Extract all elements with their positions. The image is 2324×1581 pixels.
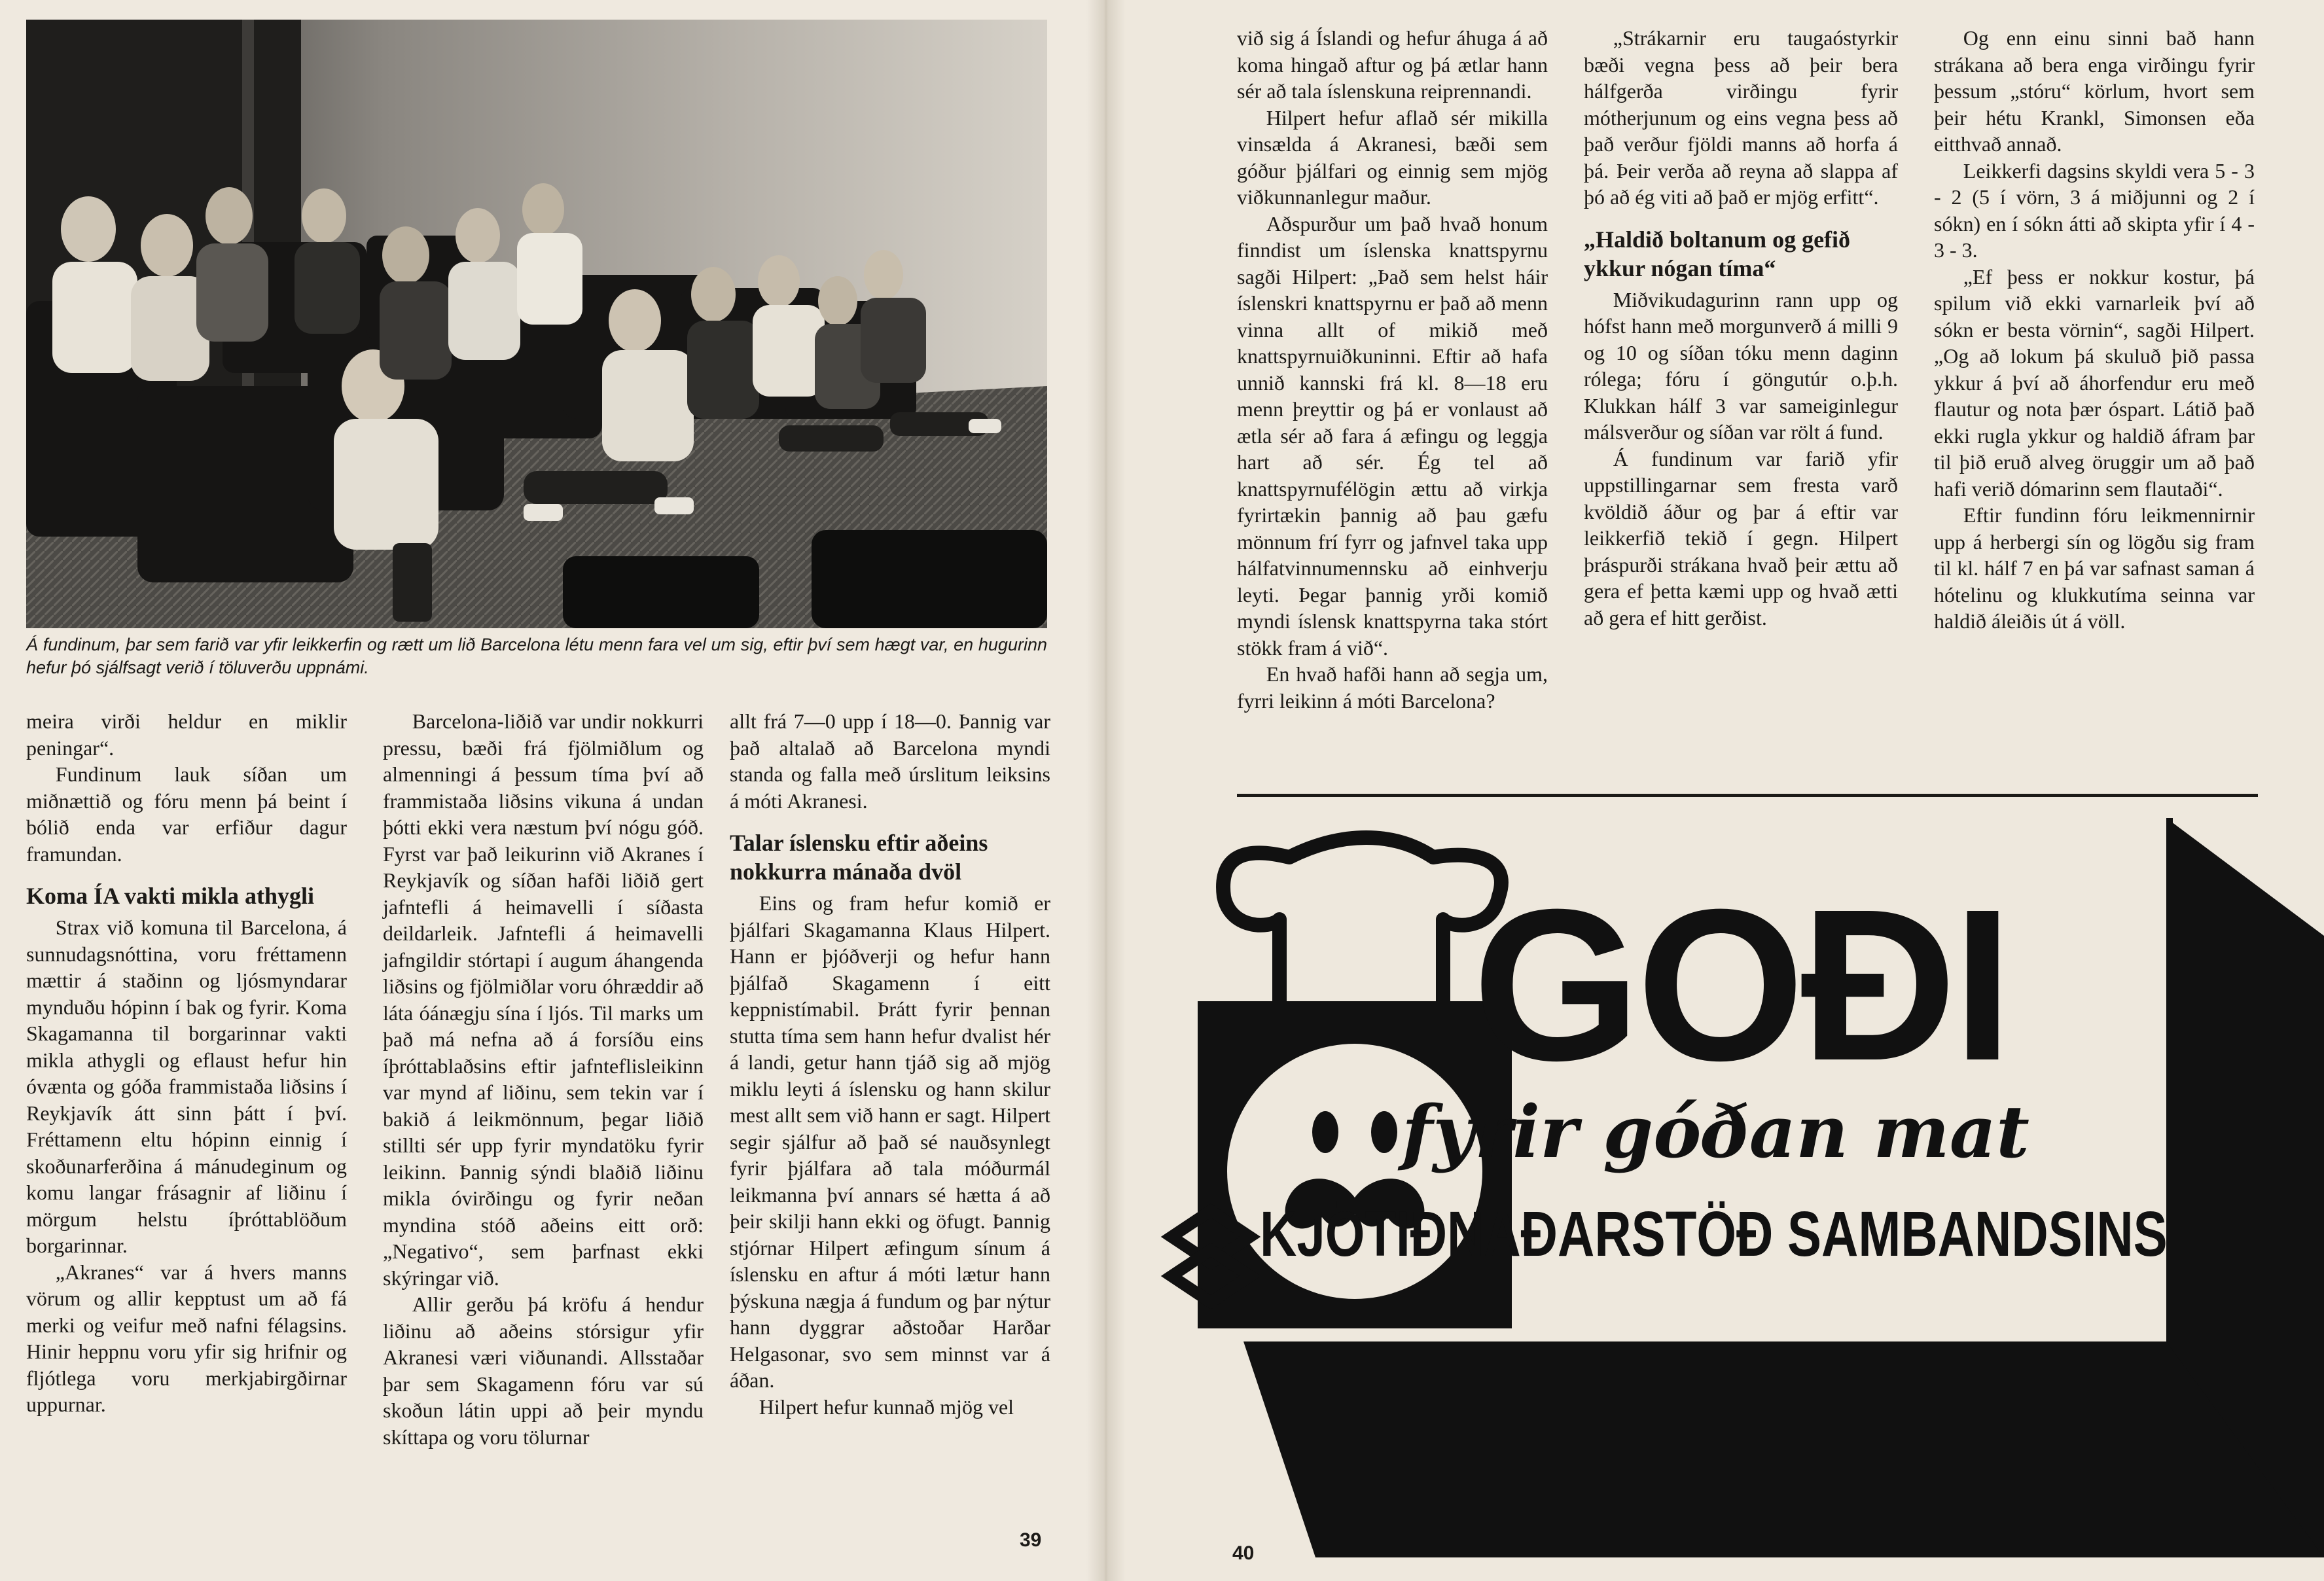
- paragraph: Barcelona-liðið var undir nokkurri pressu, bæði frá fjölmiðlum og almenningi á þessum tíma því að frammistaða liðsins vikuna á undan þótti ekki vera næstum því nógu góð. Fyrst var það leikurinn við Akranes í Reykjavík og síðan hafði liðið gert jafntefli á heimavelli í síðasta deildarleik. Jafntefli á heimavelli jafngildir stórtapi í augum áhangenda liðsins og fjölmiðlar voru óhræddir að láta óánægju sína í ljós. Til marks um það má nefna að á forsíðu eins íþróttablaðsins eftir jafnteflisleikinn var mynd af liðinu, sem tekin var í bakið á leikmönnum, þegar liðið stillti sér upp fyrir myndatöku fyrir leikinn. Þannig sýndi blaðið liðinu mikla óvirðingu og fyrir neðan myndina stóð aðeins eitt orð: „Negativo“, sem þarfnast ekki skýringar við.: [383, 709, 704, 1290]
- left-column-2: [383, 708, 704, 1450]
- paragraph: „Strákarnir eru taugaóstyrkir bæði vegna þess að þeir bera hálfgerða virðingu fyrir mótherjunum og eins vegna þess að það verður fjöldi manns að horfa á þá. Þeir verða að reyna að slappa af þó að ég viti að það er mjög erfitt“.: [1584, 26, 1898, 209]
- paragraph: Strax við komuna til Barcelona, á sunnudagsnóttina, voru fréttamenn mættir á staðinn og ljósmyndarar mynduðu hópinn í bak og fyrir. Koma Skagamanna til borgarinnar vakti mikla athygli og eflaust hefur hin óvænta og góða frammistaða liðsins í Reykjavík átt sinn þátt í því. Fréttamenn eltu hópinn einnig í skoðunarferðina á mánudeginum og komu langar frásagnir af liðinu í mörgum helstu íþróttablöðum borgarinnar.: [26, 915, 347, 1257]
- left-column-3: [730, 708, 1050, 1420]
- meeting-photo-image: [26, 20, 1047, 628]
- paragraph: við sig á Íslandi og hefur áhuga á að koma hingað aftur og þá ætlar hann sér að tala íslenskuna reiprennandi.: [1237, 26, 1548, 103]
- left-page: [0, 0, 1106, 1581]
- godi-advertisement: [1145, 805, 2324, 1557]
- right-column-3: [1934, 25, 2255, 635]
- advert-brand: GOÐI: [1473, 864, 2009, 1105]
- section-divider: [1237, 794, 2258, 797]
- paragraph: Fundinum lauk síðan um miðnættið og fóru menn þá beint í bólið enda var erfiður dagur framundan.: [26, 762, 347, 866]
- photo-caption: Á fundinum, þar sem farið var yfir leikkerfin og rætt um lið Barcelona létu menn fara vel um sig, eftir því sem hægt var, en hugurinn hefur þó sjálfsagt verið í töluverðu uppnámi.: [26, 635, 1047, 677]
- paragraph: allt frá 7—0 upp í 18—0. Þannig var það altalað að Barcelona myndi standa og falla með úrslitum leiksins á móti Akranesi.: [730, 709, 1050, 813]
- advert-company: KJÖTIÐNAÐARSTÖÐ SAMBANDSINS: [1260, 1198, 2168, 1270]
- paragraph: Á fundinum var farið yfir uppstillingarnar sem fresta varð kvöldið áður og þar á eftir var leikkerfið tekið í gegn. Hilpert þráspurði strákana hvað þeir ættu að gera ef þetta kæmi upp og hvað ætti að gera ef hitt gerðist.: [1584, 446, 1898, 630]
- paragraph: Hilpert hefur kunnað mjög vel: [759, 1394, 1014, 1419]
- paragraph: „Akranes“ var á hvers manns vörum og allir kepptust um að fá merki og veifur með nafni félagsins. Hinir heppnu voru yfir sig hrifnir og fljótlega voru merkjabirgðirnar uppurnar.: [26, 1260, 347, 1416]
- paragraph: Miðvikudagurinn rann upp og hófst hann með morgunverð á milli 9 og 10 og síðan tóku menn daginn rólega; fóru í göngutúr o.þ.h. Klukkan hálf 3 var sameiginlegur málsverður og síðan var rölt á fund.: [1584, 287, 1898, 444]
- meeting-photo: [26, 20, 1047, 628]
- paragraph: Allir gerðu þá kröfu á hendur liðinu að aðeins stórsigur yfir Akranesi væri viðunandi. Allsstaðar þar sem Skagamenn fóru var sú skoðun látin uppi að þeir myndu skíttapa og voru tölurnar: [383, 1292, 704, 1449]
- subheading: „Haldið boltanum og gefið ykkur nógan tíma“: [1584, 226, 1851, 281]
- page-number: 39: [1020, 1529, 1042, 1551]
- paragraph: Hilpert hefur aflað sér mikilla vinsælda á Akranesi, bæði sem góður þjálfari og einnig sem mjög viðkunnanlegur maður.: [1237, 105, 1548, 209]
- page-number: 40: [1232, 1542, 1255, 1564]
- paragraph: Eins og fram hefur komið er þjálfari Skagamanna Klaus Hilpert. Hann er þjóðverji og hefur hann þjálfað Skagamenn í eitt keppnistímabil. Þrátt fyrir þennan stutta tíma sem hann hefur dvalist hér á landi, getur hann tjáð sig að mjög miklu leyti á íslensku og hann skilur mest allt sem við hann er sagt. Hilpert segir sjálfur að það sé nauðsynlegt fyrir þjálfara að tala móðurmál leikmanna því annars sé hætta á að þeir skilji hann ekki og öfugt. Þannig stjórnar Hilpert æfingum sínum á íslensku en aftur á móti lætur hann þýskuna nægja á fundum og þar nýtur hann dyggrar aðstoðar Harðar Helgasonar, svo sem minnst var á áðan.: [730, 891, 1050, 1392]
- paragraph: Aðspurður um það hvað honum finndist um íslenska knattspyrnu sagði Hilpert: „Það sem helst háir íslenskri knattspyrnu er það að menn vinna allt of mikið með knattspyrnuiðkuninni. Eftir að hafa unnið kannski frá kl. 8—18 eru menn þreyttir og þá er vonlaust að ætla sér að fara á æfingu og leggja hart að sér. Ég tel að knattspyrnufélögin ættu að virkja fyrirtækin þannig að þau gæfu mönnum frí fyrr og jafnvel taka upp hálfatvinnumennsku að einhverju leyti. Þegar þannig yrði komið myndi íslensk knattspyrna taka stórt stökk fram á við“.: [1237, 211, 1548, 660]
- paragraph: meira virði heldur en miklir peningar“.: [26, 709, 347, 760]
- page-gutter: [1086, 0, 1126, 1581]
- right-column-2: [1584, 25, 1898, 631]
- left-column-1: [26, 708, 347, 1418]
- paragraph: Og enn einu sinni bað hann strákana að bera enga virðingu fyrir þessum „stóru“ körlum, hvort sem þeir hétu Krankl, Simonsen eða eitthvað annað.: [1934, 26, 2255, 156]
- paragraph: „Ef þess er nokkur kostur, þá spilum við ekki varnarleik því að sókn er besta vörnin“, sagði Hilpert. „Og að lokum þá skuluð þið passa ykkur á því að áhorfendur eru með flautur og nota þær óspart. Látið það ekki rugla ykkur og haldið áfram þar til þið eruð alveg öruggir um að það hafi verið dómarinn sem flautaði“.: [1934, 264, 2255, 501]
- subheading: Koma ÍA vakti mikla athygli: [26, 883, 315, 909]
- subheading: Talar íslensku eftir aðeins nokkurra mánaða dvöl: [730, 830, 988, 885]
- paragraph: En hvað hafði hann að segja um, fyrri leikinn á móti Barcelona?: [1237, 662, 1548, 713]
- advert-slogan: fyrir góðan mat: [1402, 1090, 2029, 1174]
- right-column-1: [1237, 25, 1548, 714]
- paragraph: Leikkerfi dagsins skyldi vera 5 - 3 - 2 (5 í vörn, 3 á miðjunni og 2 í sókn) en í sókn átti að skipta yfir í 4 - 3 - 3.: [1934, 158, 2255, 262]
- paragraph: Eftir fundinn fóru leikmennirnir upp á herbergi sín og lögðu sig fram til kl. hálf 7 en þá var safnast saman á hótelinu og klukkutíma seinna var haldið áleiðis út á völl.: [1934, 503, 2255, 633]
